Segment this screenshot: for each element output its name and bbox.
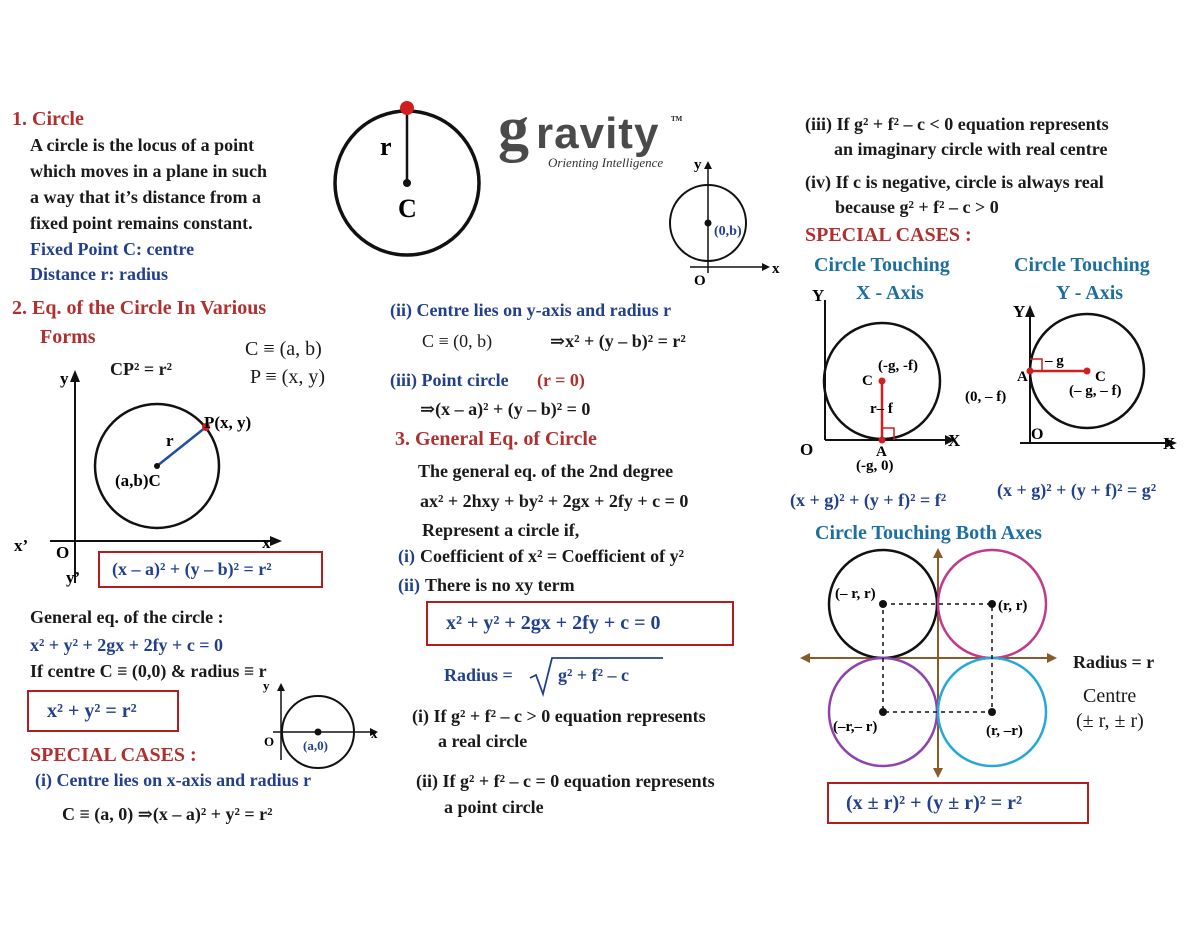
point-circle-line2: a point circle (444, 797, 544, 817)
circle-definition-figure (330, 100, 490, 290)
centre-dot (315, 729, 322, 736)
cond-i-text: Coefficient of x² = Coefficient of y² (420, 546, 684, 566)
x-label: x (371, 726, 378, 741)
radius-expr: g² + f² – c (558, 665, 630, 685)
represent-text: Represent a circle if, (422, 520, 580, 540)
centre-dot (1084, 368, 1091, 375)
q3-label: (–r,– r) (833, 719, 878, 735)
touch-y-title-2: Y - Axis (1056, 282, 1124, 304)
centre-q1 (988, 600, 996, 608)
centre-q2 (879, 600, 887, 608)
y-axis-centre-figure (668, 155, 788, 290)
centre-label: Centre (1083, 685, 1137, 707)
cond-ii-label: (ii) (398, 575, 420, 595)
origin-eq: x² + y² = r² (47, 700, 137, 722)
origin-label: O (1031, 426, 1044, 443)
point-p-label: P(x, y) (204, 413, 252, 432)
touch-y-axis-figure (965, 295, 1190, 460)
radius-cp (157, 427, 206, 466)
special-cases-title-left: SPECIAL CASES : (30, 744, 197, 766)
case-iii-eq: ⇒(x – a)² + (y – b)² = 0 (420, 399, 591, 419)
centre-ab-label: (a,b)C (115, 471, 161, 490)
touch-y-eq: (x + g)² + (y + f)² = g² (997, 480, 1157, 500)
foot-coord-label: (-g, 0) (856, 458, 894, 474)
touch-y-title-1: Circle Touching (1014, 254, 1150, 276)
real-circle-line1: (i) If g² + f² – c > 0 equation represents (412, 706, 706, 726)
minus-g-label: – g (1045, 353, 1064, 369)
point-on-circle (400, 101, 414, 115)
p-definition: P ≡ (x, y) (250, 366, 325, 388)
r-f-label: r– f (870, 401, 893, 417)
r-label: r (166, 431, 174, 450)
section1-title: 1. Circle (12, 108, 84, 130)
radius-note: Radius = r (1073, 652, 1155, 672)
case-i-eq: C ≡ (a, 0) ⇒(x – a)² + y² = r² (62, 804, 273, 824)
x-label: X (1163, 434, 1176, 453)
x-prime-label: x’ (14, 536, 29, 555)
centre-label: C (398, 194, 417, 223)
y-label: y (263, 678, 270, 693)
x-axis-centre-figure (258, 680, 388, 780)
x-label: x (262, 533, 271, 552)
real-circle-line2: a real circle (438, 731, 528, 751)
imaginary-line2: an imaginary circle with real centre (834, 139, 1108, 159)
q4-label: (r, –r) (986, 723, 1023, 739)
radius-label: Radius = (444, 665, 513, 685)
y-arrow-top (933, 548, 943, 558)
def-line-1: A circle is the locus of a point (30, 135, 255, 155)
logo-tm: TM (671, 115, 683, 123)
touch-x-eq: (x + g)² + (y + f)² = f² (790, 490, 947, 510)
def-line-2: which moves in a plane in such (30, 161, 268, 181)
c-definition: C ≡ (a, b) (245, 338, 322, 360)
centre-c-label: C (1095, 369, 1106, 385)
centre-dot (879, 378, 886, 385)
both-axes-title: Circle Touching Both Axes (815, 522, 1042, 544)
section2-title: 2. Eq. of the Circle In Various (12, 297, 267, 319)
centre-label: (a,0) (303, 738, 328, 753)
q2-label: (– r, r) (835, 586, 876, 602)
origin-note: If centre C ≡ (0,0) & radius ≡ r (30, 661, 267, 681)
centre-point (154, 463, 160, 469)
centre-coord-label: (– g, – f) (1069, 383, 1122, 399)
logo-tagline: Orienting Intelligence (548, 155, 664, 170)
fixed-point-text: Fixed Point C: centre (30, 239, 195, 259)
touch-x-axis-figure (790, 285, 980, 475)
point-circle-line1: (ii) If g² + f² – c = 0 equation represents (416, 771, 715, 791)
y-arrow-bottom (933, 768, 943, 778)
special-cases-title-right: SPECIAL CASES : (805, 224, 972, 246)
second-degree-text: The general eq. of the 2nd degree (418, 461, 674, 481)
y-label: y (694, 157, 702, 173)
case-ii-text: (ii) Centre lies on y-axis and radius r (390, 300, 672, 320)
case-iii-r: (r = 0) (537, 370, 585, 390)
y-arrow (704, 161, 712, 169)
both-axes-eq: (x ± r)² + (y ± r)² = r² (846, 792, 1023, 814)
centre-dot (705, 220, 712, 227)
x-arrow-left (800, 653, 810, 663)
x-arrow (762, 263, 770, 271)
y-arrow (1025, 305, 1035, 317)
def-line-4: fixed point remains constant. (30, 213, 253, 233)
a-label: A (876, 444, 887, 460)
a-label: A (1017, 369, 1028, 385)
case-i-text: (i) Centre lies on x-axis and radius r (35, 770, 312, 790)
def-line-3: a way that it’s distance from a (30, 187, 261, 207)
case-ii-eq: ⇒x² + (y – b)² = r² (550, 331, 686, 351)
origin-label: O (800, 440, 814, 459)
general-eq-label: General eq. of the circle : (30, 607, 224, 627)
negative-c-line2: because g² + f² – c > 0 (835, 197, 999, 217)
second-degree-eq: ax² + 2hxy + by² + 2gx + 2fy + c = 0 (420, 491, 689, 511)
centre-c-label: C (862, 373, 873, 389)
y-prime-label: y’ (66, 568, 81, 587)
centre-coord-label: (-g, -f) (878, 358, 918, 374)
cond-i-label: (i) (398, 546, 415, 566)
centre-q4 (988, 708, 996, 716)
origin-label: O (56, 543, 70, 562)
y-arrow (70, 370, 80, 382)
centre-value: (± r, ± r) (1076, 710, 1144, 732)
cond-ii-text: There is no xy term (425, 575, 575, 595)
imaginary-line1: (iii) If g² + f² – c < 0 equation represents (805, 114, 1109, 134)
point-coord-label: (0, – f) (965, 389, 1007, 405)
touch-both-axes-figure (800, 548, 1070, 778)
touch-x-title-2: X - Axis (856, 282, 924, 304)
centre-label: (0,b) (714, 224, 742, 239)
logo-wordmark: ravity (536, 109, 660, 158)
y-label: Y (812, 286, 825, 305)
section2-title-forms: Forms (40, 326, 96, 348)
y-label: y (60, 369, 69, 388)
y-arrow (277, 683, 285, 691)
origin-label: O (694, 273, 706, 289)
x-arrow-right (1047, 653, 1057, 663)
y-label: Y (1013, 302, 1026, 321)
radius-label: r (380, 132, 392, 161)
logo-g-letter: g (498, 95, 529, 163)
negative-c-line1: (iv) If c is negative, circle is always real (805, 172, 1104, 192)
centre-dot (403, 179, 411, 187)
case-iii-text: (iii) Point circle (390, 370, 509, 390)
origin-label: O (264, 734, 275, 749)
x-label: X (948, 431, 961, 450)
case-ii-centre: C ≡ (0, b) (422, 331, 493, 351)
general-title: 3. General Eq. of Circle (395, 428, 597, 450)
general-eq: x² + y² + 2gx + 2fy + c = 0 (30, 635, 224, 655)
centre-q3 (879, 708, 887, 716)
cp-relation: CP² = r² (110, 359, 173, 379)
q1-label: (r, r) (998, 598, 1028, 614)
x-arrow (270, 536, 282, 546)
distance-text: Distance r: radius (30, 264, 168, 284)
touch-x-title-1: Circle Touching (814, 254, 950, 276)
touch-point (879, 437, 886, 444)
standard-form-eq: (x – a)² + (y – b)² = r² (112, 559, 272, 579)
general-eq-boxed: x² + y² + 2gx + 2fy + c = 0 (446, 612, 661, 634)
x-label: x (772, 261, 780, 277)
